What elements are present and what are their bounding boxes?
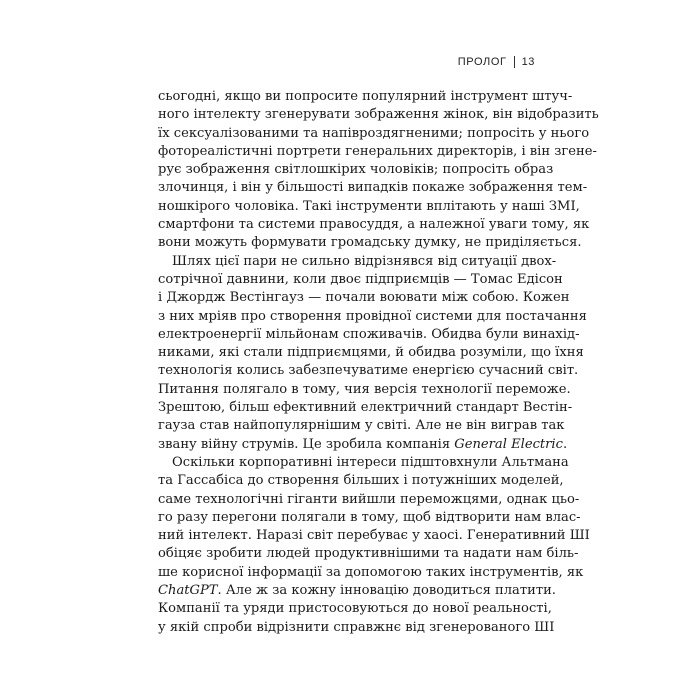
section-title: ПРОЛОГ [457,56,507,68]
text-line: сотрічної давнини, коли двоє підприємців — Томас Едісон [158,271,563,287]
header-separator [514,56,515,68]
text-segment: . [562,436,568,452]
text-line: і Джордж Вестінгауз — почали воювати між собою. Кожен [158,290,570,306]
page-number: 13 [521,56,535,68]
text-line: рує зображення світлошкірих чоловіків; попросіть образ [158,162,554,178]
running-head [458,56,535,68]
text-line [158,436,568,454]
text-line: смартфони та системи правосуддя, а належної уваги тому, як [158,217,590,233]
text-line: Шлях цієї пари не сильно відрізнявся від ситуації двох- [172,253,557,269]
text-line: технологія колись забезпечуватиме енергією сучасний світ. [158,363,579,379]
paragraph-2 [158,253,587,454]
text-line: обіцяє зробити людей продуктивнішими та надати нам біль- [158,546,579,562]
text-line: з них мріяв про створення провідної системи для постачання [158,308,587,324]
text-line: Питання полягало в тому, чия версія технології переможе. [158,381,571,397]
text-line: Оскільки корпоративні інтереси підштовхнули Альтмана [172,454,569,470]
text-line: Зрештою, більш ефективний електричний стандарт Вестін- [158,400,573,416]
text-line: гауза став найпопулярнішим у світі. Але не він виграв так [158,418,565,434]
text-line: ний інтелект. Наразі світ перебуває у хаосі. Генеративний ШІ [158,528,590,544]
text-line: у якій спроби відрізнити справжнє від згенерованого ШІ [158,619,555,635]
text-line: електроенергії мільйонам споживачів. Обидва були винахід- [158,326,580,342]
body-text [158,88,599,637]
text-line: ше корисної інформації за допомогою таких інструментів, як [158,564,584,580]
text-segment: . Але ж за кожну інновацію доводиться платити. [217,583,556,599]
text-line: сьогодні, якщо ви попросите популярний інструмент штуч- [158,89,573,104]
paragraph-1 [158,88,599,253]
text-line: ного інтелекту згенерувати зображення жінок, він відобразить [158,107,599,123]
text-line: Компанії та уряди пристосовуються до нової реальності, [158,601,552,617]
text-segment: звану війну струмів. Це зробила компанія [158,436,455,452]
text-line: го разу перегони полягали в тому, щоб відтворити нам влас- [158,509,581,525]
text-line: вони можуть формувати громадську думку, не приділяється. [158,235,582,251]
text-line [158,582,556,600]
text-line: саме технологічні гіганти вийшли переможцями, однак цьо- [158,491,580,507]
text-line: злочинця, і він у більшості випадків покаже зображення тем- [158,180,588,196]
paragraph-3 [158,454,590,637]
text-line: никами, які стали підприємцями, й обидва розуміли, що їхня [158,345,584,361]
text-line: фотореалістичні портрети генеральних директорів, і він згене- [158,143,597,159]
italic-product-name: ChatGPT [158,583,218,599]
text-line: ношкірого чоловіка. Такі інструменти вплітають у наші ЗМІ, [158,198,580,214]
text-line: та Гассабіса до створення більших і потужніших моделей, [158,473,564,489]
italic-company-name: General Electric [454,436,563,452]
text-line: їх сексуалізованими та напівроздягненими; попросіть у нього [158,125,590,141]
